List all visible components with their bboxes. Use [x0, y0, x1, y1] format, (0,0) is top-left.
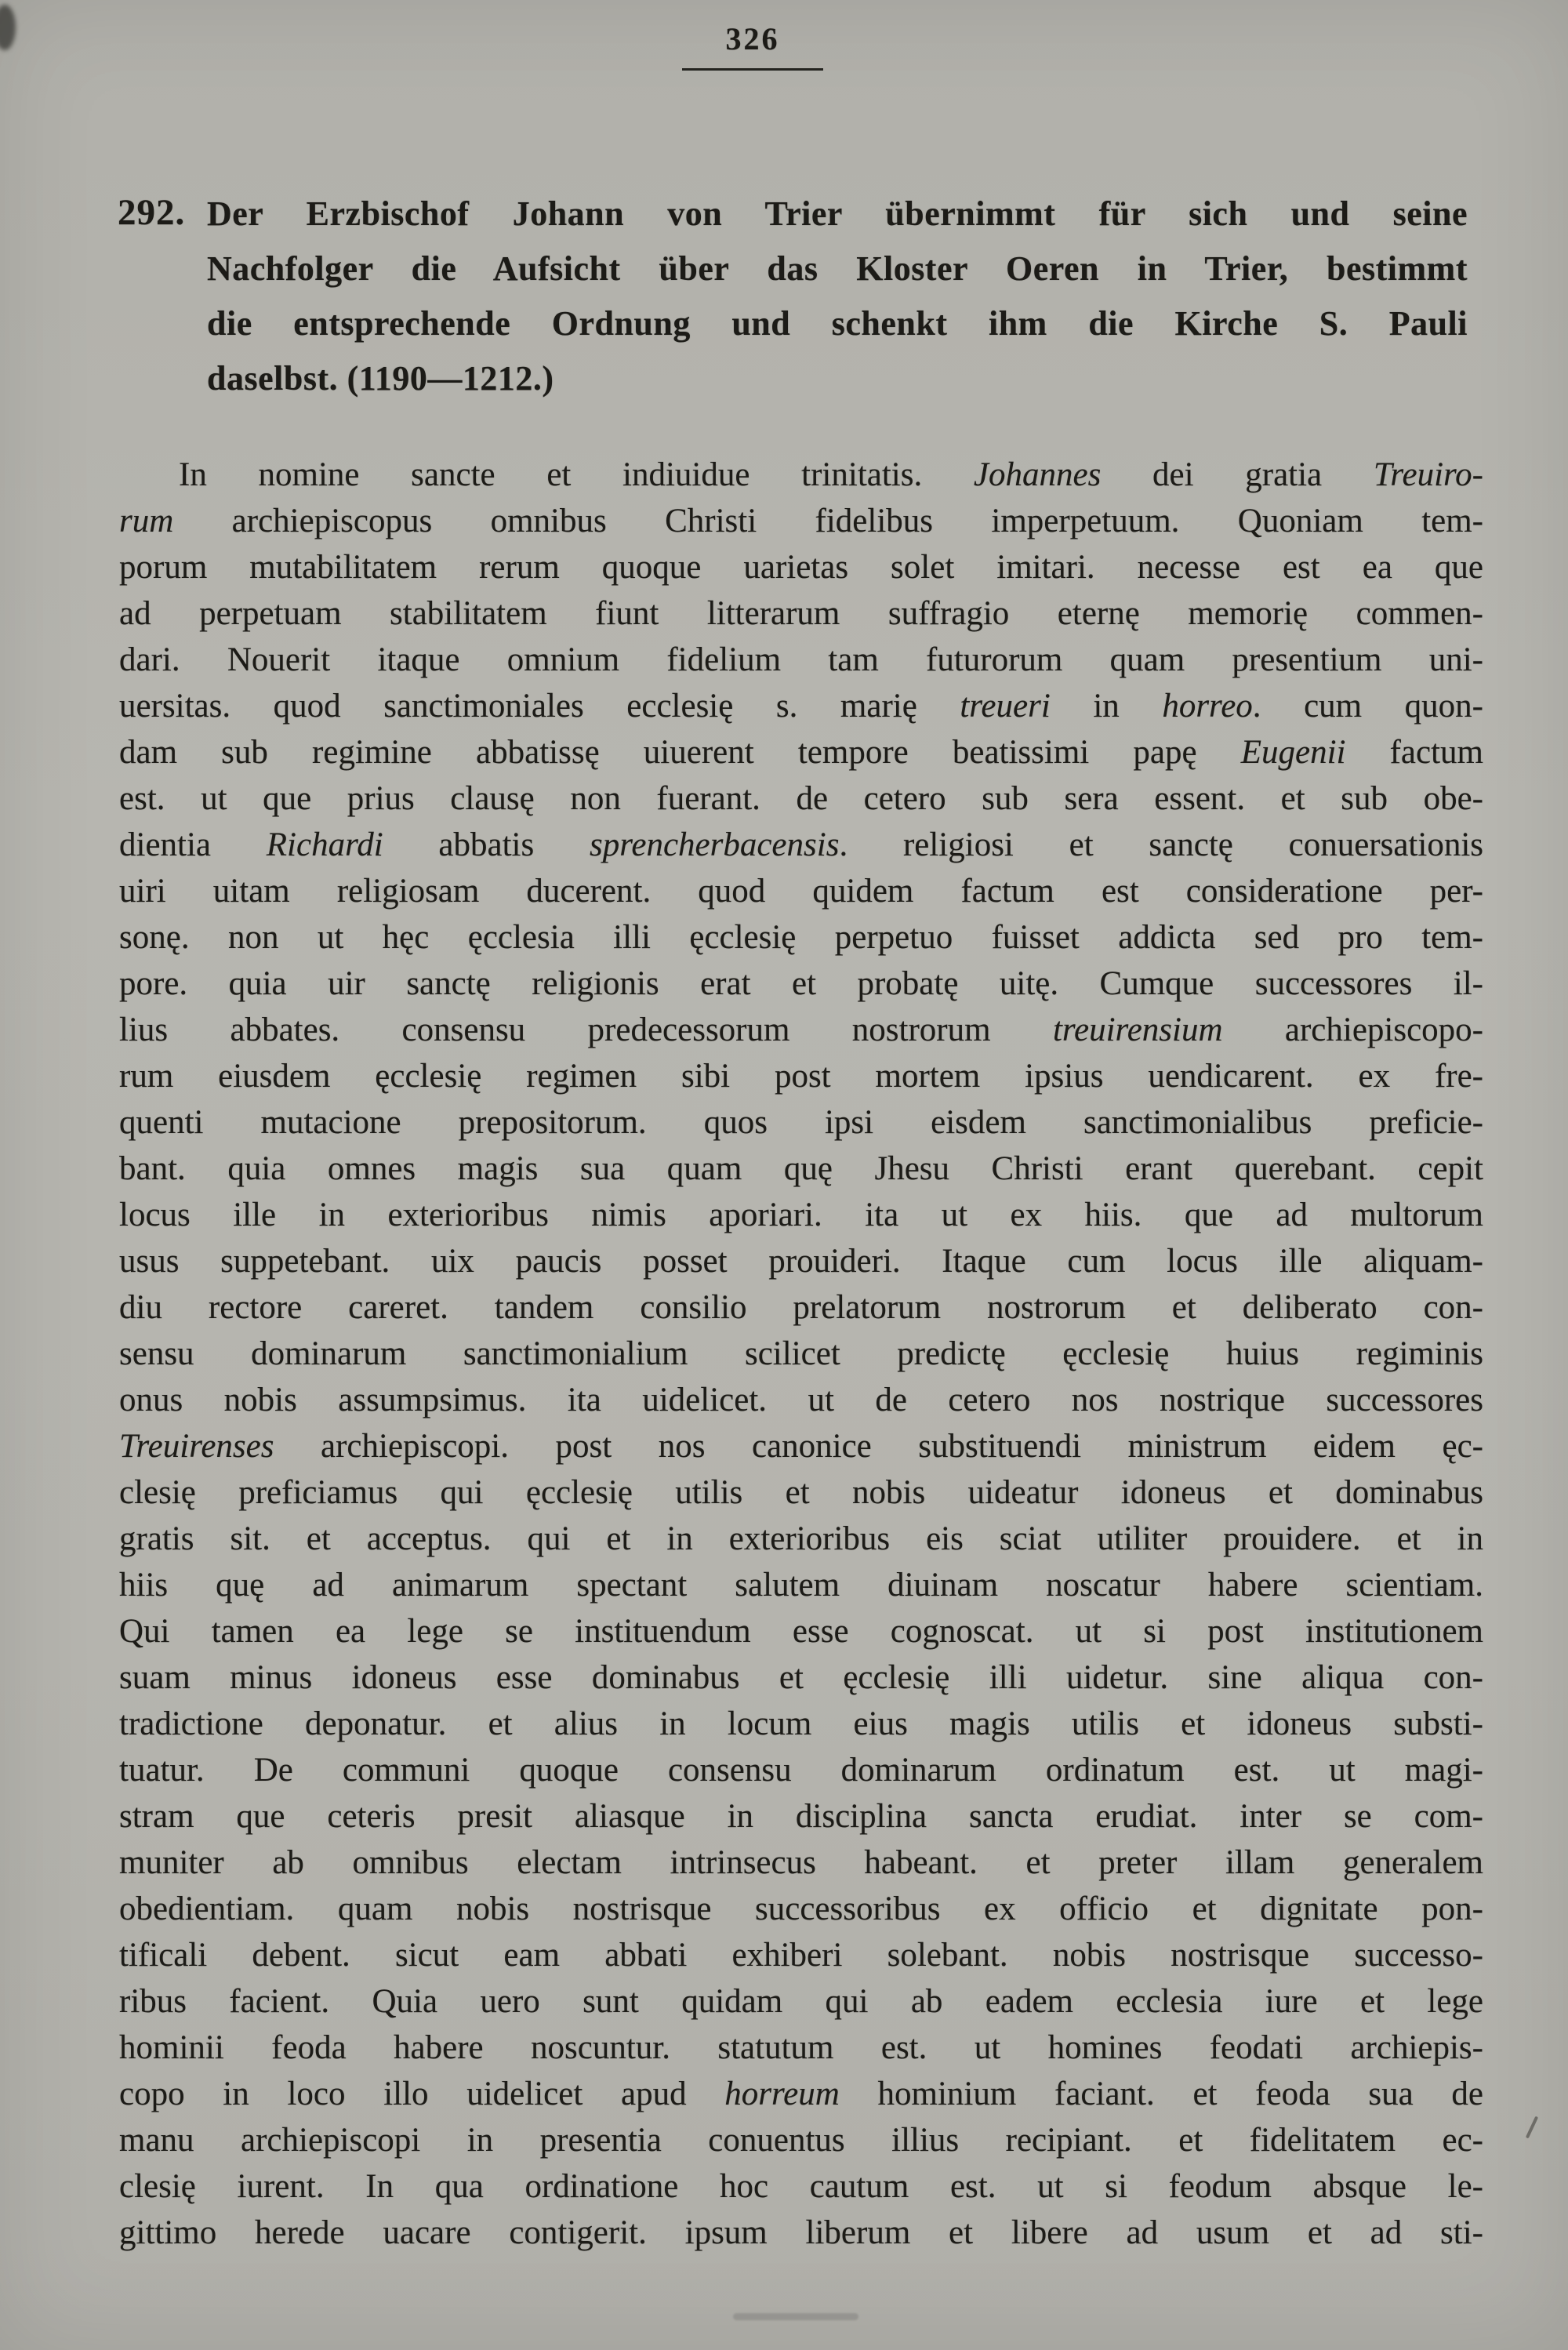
italic-segment: Johannes — [973, 456, 1102, 493]
text-segment: archiepiscopi. post nos canonice substituendi ministrum eidem ęc- — [274, 1428, 1483, 1465]
text-line — [119, 1516, 1483, 1562]
text-segment: dei gratia — [1101, 456, 1374, 493]
text-line — [119, 868, 1483, 914]
scan-artifact — [733, 2313, 858, 2320]
text-line — [119, 637, 1483, 683]
text-segment: hominium faciant. et feoda sua de — [839, 2076, 1483, 2112]
text-segment: sensu dominarum sanctimonialium scilicet predictę ęcclesię huius regiminis — [119, 1335, 1483, 1372]
text-segment: archiepiscopo- — [1222, 1012, 1483, 1048]
text-segment: locus ille in exterioribus nimis aporiari. ita ut ex hiis. que ad multorum — [119, 1197, 1483, 1233]
text-segment: ad perpetuam stabilitatem fiunt litterarum suffragio eternę memorię commen- — [119, 595, 1483, 632]
text-line — [119, 1840, 1483, 1886]
italic-segment: horreo — [1162, 688, 1253, 725]
entry-number: 292. — [118, 192, 186, 233]
text-line — [119, 1701, 1483, 1747]
text-segment: die entsprechende Ordnung und schenkt ihm die Kirche S. Pauli — [207, 304, 1468, 343]
text-line — [119, 1886, 1483, 1932]
text-segment: gittimo herede uacare contigerit. ipsum liberum et libere ad usum et ad sti- — [119, 2214, 1483, 2251]
text-line — [119, 683, 1483, 729]
text-line — [207, 242, 1468, 296]
text-segment: est. ut que prius clausę non fuerant. de cetero sub sera essent. et sub obe- — [119, 780, 1483, 817]
text-segment: dam sub regimine abbatissę uiuerent tempore beatissimi papę — [119, 734, 1241, 771]
text-segment: tificali debent. sicut eam abbati exhiberi solebant. nobis nostrisque successo- — [119, 1937, 1483, 1974]
text-segment: porum mutabilitatem rerum quoque uarietas solet imitari. necesse est ea que — [119, 549, 1483, 586]
text-line — [119, 1562, 1483, 1608]
scan-artifact — [1526, 2116, 1538, 2139]
text-segment: lius abbates. consensu predecessorum nostrorum — [119, 1012, 1053, 1048]
text-line — [207, 351, 1468, 406]
text-segment: clesię iurent. In qua ordinatione hoc cautum est. ut si feodum absque le- — [119, 2168, 1483, 2205]
text-line — [119, 1377, 1483, 1423]
text-line — [119, 1793, 1483, 1840]
italic-segment: Treuiro- — [1373, 456, 1483, 493]
text-line — [119, 2117, 1483, 2163]
text-line — [119, 1932, 1483, 1978]
text-segment: hiis quę ad animarum spectant salutem diuinam noscatur habere scientiam. — [119, 1567, 1483, 1604]
text-segment: daselbst. (1190—1212.) — [207, 359, 554, 398]
text-segment: onus nobis assumpsimus. ita uidelicet. ut de cetero nos nostrique successores — [119, 1382, 1483, 1418]
text-segment: tradictione deponatur. et alius in locum eius magis utilis et idoneus substi- — [119, 1705, 1483, 1742]
text-segment: in — [1050, 688, 1163, 725]
text-line — [119, 2025, 1483, 2071]
text-line — [119, 1284, 1483, 1331]
text-segment: archiepiscopus omnibus Christi fidelibus imperpetuum. Quoniam tem- — [173, 503, 1483, 539]
text-line — [119, 1146, 1483, 1192]
text-segment: sonę. non ut hęc ęcclesia illi ęcclesię perpetuo fuisset addicta sed pro tem- — [119, 919, 1483, 956]
text-line — [119, 1192, 1483, 1238]
text-segment: ribus facient. Quia uero sunt quidam qui ab eadem ecclesia iure et lege — [119, 1983, 1483, 2020]
italic-segment: Eugenii — [1240, 734, 1346, 771]
text-segment: diu rectore careret. tandem consilio prelatorum nostrorum et deliberato con- — [119, 1289, 1483, 1326]
text-segment: quenti mutacione prepositorum. quos ipsi eisdem sanctimonialibus preficie- — [119, 1104, 1483, 1141]
text-line — [119, 2210, 1483, 2256]
italic-segment: rum — [119, 503, 174, 539]
text-line — [119, 822, 1483, 868]
page-header — [0, 20, 1537, 71]
text-segment: hominii feoda habere noscuntur. statutum est. ut homines feodati archiepis- — [119, 2029, 1483, 2066]
text-line — [119, 2071, 1483, 2117]
italic-segment: Richardi — [266, 826, 383, 863]
page-number-rule — [682, 68, 823, 71]
text-segment: uersitas. quod sanctimoniales ecclesię s. marię — [119, 688, 960, 725]
text-line — [119, 2163, 1483, 2210]
italic-segment: Treuirenses — [119, 1428, 274, 1465]
text-line — [119, 1978, 1483, 2025]
text-line — [119, 775, 1483, 822]
text-segment: uiri uitam religiosam ducerent. quod quidem factum est consideratione per- — [119, 873, 1483, 910]
page-number: 326 — [725, 21, 780, 56]
text-segment: copo in loco illo uidelicet apud — [119, 2076, 725, 2112]
text-line — [119, 544, 1483, 590]
text-segment: stram que ceteris presit aliasque in disciplina sancta erudiat. inter se com- — [119, 1798, 1483, 1835]
text-line — [119, 1331, 1483, 1377]
text-segment: tuatur. De communi quoque consensu dominarum ordinatum est. ut magi- — [119, 1752, 1483, 1789]
text-line — [119, 1053, 1483, 1099]
text-line — [119, 1608, 1483, 1654]
text-line — [119, 1007, 1483, 1053]
text-line — [119, 1423, 1483, 1469]
entry-body — [119, 452, 1483, 2256]
italic-segment: horreum — [724, 2076, 840, 2112]
text-segment: bant. quia omnes magis sua quam quę Jhesu Christi erant querebant. cepit — [119, 1150, 1483, 1187]
text-segment: . religiosi et sanctę conuersationis — [839, 826, 1483, 863]
text-segment: pore. quia uir sanctę religionis erat et probatę uitę. Cumque successores il- — [119, 965, 1483, 1002]
text-segment: dari. Nouerit itaque omnium fidelium tam futurorum quam presentium uni- — [119, 641, 1483, 678]
text-segment: gratis sit. et acceptus. qui et in exterioribus eis sciat utiliter prouidere. et in — [119, 1520, 1483, 1557]
text-segment: factum — [1345, 734, 1484, 771]
entry-heading — [118, 187, 1468, 406]
italic-segment: treuirensium — [1052, 1012, 1223, 1048]
text-segment: Qui tamen ea lege se instituendum esse cognoscat. ut si post institutionem — [119, 1613, 1483, 1650]
text-segment: obedientiam. quam nobis nostrisque successoribus ex officio et dignitate pon- — [119, 1891, 1483, 1927]
text-segment: . cum quon- — [1252, 688, 1483, 725]
italic-segment: treueri — [960, 688, 1051, 725]
text-line — [207, 296, 1468, 351]
text-segment: Nachfolger die Aufsicht über das Kloster Oeren in Trier, bestimmt — [207, 249, 1468, 288]
text-segment: clesię preficiamus qui ęcclesię utilis et nobis uideatur idoneus et dominabus — [119, 1474, 1483, 1511]
text-line — [119, 1238, 1483, 1284]
text-line — [207, 187, 1468, 242]
text-segment: muniter ab omnibus electam intrinsecus habeant. et preter illam generalem — [119, 1844, 1483, 1881]
text-line — [119, 1654, 1483, 1701]
text-line — [119, 729, 1483, 775]
text-segment: suam minus idoneus esse dominabus et ęcclesię illi uidetur. sine aliqua con- — [119, 1659, 1483, 1696]
text-segment: In nomine sancte et indiuidue trinitatis. — [179, 456, 974, 493]
text-line — [119, 452, 1483, 498]
entry-heading-lines — [207, 187, 1468, 406]
text-line — [119, 914, 1483, 961]
italic-segment: sprencherbacensis — [589, 826, 840, 863]
text-segment: abbatis — [383, 826, 590, 863]
text-line — [119, 1469, 1483, 1516]
text-line — [119, 1099, 1483, 1146]
text-segment: manu archiepiscopi in presentia conuentus illius recipiant. et fidelitatem ec- — [119, 2122, 1483, 2159]
text-segment: rum eiusdem ęcclesię regimen sibi post mortem ipsius uendicarent. ex fre- — [119, 1058, 1483, 1095]
text-line — [119, 590, 1483, 637]
text-segment: Der Erzbischof Johann von Trier übernimmt für sich und seine — [207, 194, 1468, 233]
text-segment: usus suppetebant. uix paucis posset prouideri. Itaque cum locus ille aliquam- — [119, 1243, 1483, 1280]
text-line — [119, 961, 1483, 1007]
text-segment: dientia — [119, 826, 267, 863]
text-line — [119, 1747, 1483, 1793]
text-line — [119, 498, 1483, 544]
